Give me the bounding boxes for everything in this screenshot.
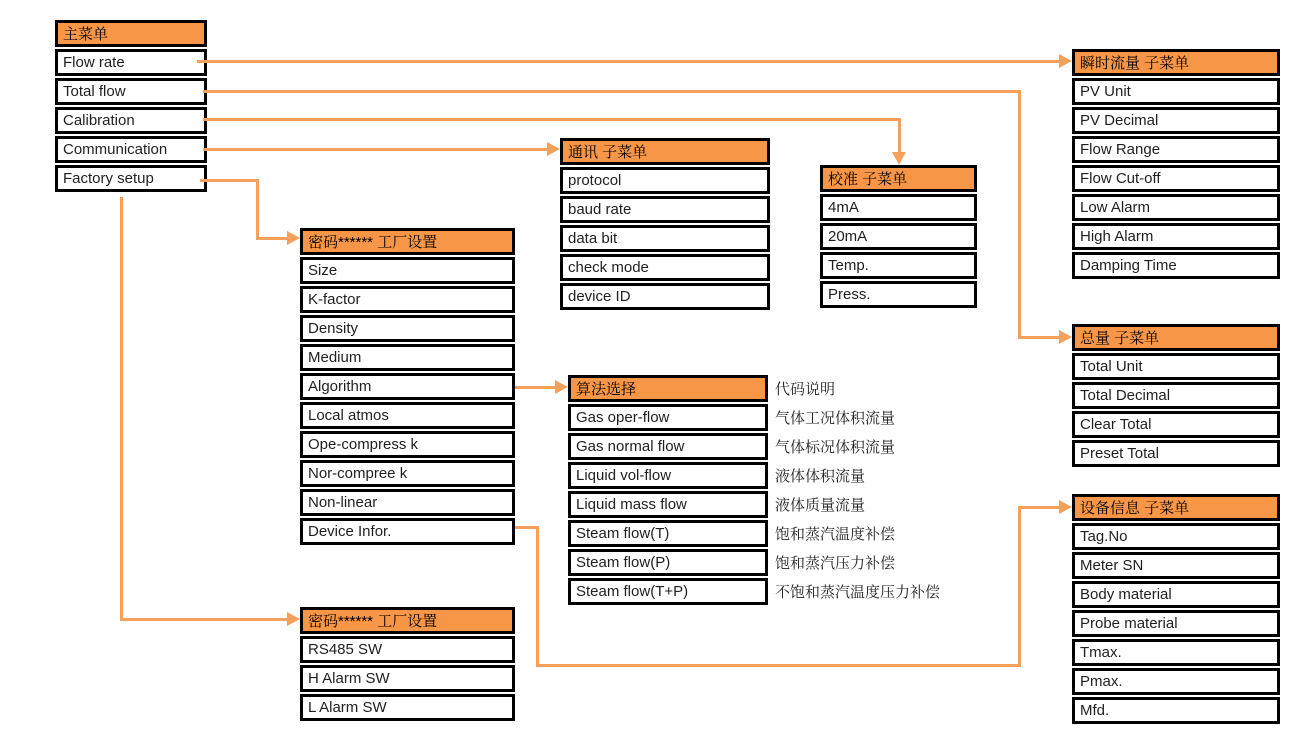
algorithm-desc-item: 气体工况体积流量 — [775, 410, 896, 427]
factory-setup2-item: L Alarm SW — [300, 694, 515, 721]
factory-setup2-header: 密码****** 工厂设置 — [300, 607, 515, 634]
instant-flow-submenu-item: Damping Time — [1072, 252, 1280, 279]
communication-submenu-item: baud rate — [560, 196, 770, 223]
factory-setup-item: Density — [300, 315, 515, 342]
connector-factory-setup-arrow-icon — [287, 231, 300, 245]
calibration-submenu-item: 20mA — [820, 223, 977, 250]
algorithm-desc-item: 不饱和蒸汽温度压力补偿 — [775, 584, 941, 601]
device-info-submenu-item: Tmax. — [1072, 639, 1280, 666]
factory-setup2-item: RS485 SW — [300, 636, 515, 663]
instant-flow-submenu-item: Flow Cut-off — [1072, 165, 1280, 192]
communication-submenu-item: check mode — [560, 254, 770, 281]
connector-total-flow-line-h1 — [203, 90, 1021, 93]
algorithm-selection-item: Steam flow(T) — [568, 520, 768, 547]
factory-setup-item: Ope-compress k — [300, 431, 515, 458]
instant-flow-submenu-item: PV Unit — [1072, 78, 1280, 105]
instant-flow-submenu-item: High Alarm — [1072, 223, 1280, 250]
connector-communication-arrow-icon — [547, 142, 560, 156]
connector-total-flow-line-h2 — [1018, 336, 1059, 339]
connector-factory-setup-line-h1 — [200, 179, 259, 182]
instant-flow-submenu-item: Low Alarm — [1072, 194, 1280, 221]
communication-submenu-header: 通讯 子菜单 — [560, 138, 770, 165]
connector-calibration-line-v — [898, 118, 901, 154]
main-menu-item: Factory setup — [55, 165, 207, 192]
device-info-submenu-rows — [1072, 523, 1280, 724]
factory-setup-item: Algorithm — [300, 373, 515, 400]
factory-setup-item: Size — [300, 257, 515, 284]
factory-setup-item: Medium — [300, 344, 515, 371]
connector-factory-setup-line-v — [256, 179, 259, 240]
calibration-submenu-item: Press. — [820, 281, 977, 308]
factory-setup-item: Non-linear — [300, 489, 515, 516]
connector-total-flow-arrow-icon — [1059, 330, 1072, 344]
connector-factory-setup2-line-h — [120, 618, 287, 621]
algorithm-desc-column — [775, 375, 940, 607]
main-menu-item: Flow rate — [55, 49, 207, 76]
algorithm-desc-item: 液体质量流量 — [775, 497, 866, 514]
algorithm-selection-item: Liquid mass flow — [568, 491, 768, 518]
total-flow-submenu-box — [1072, 324, 1280, 469]
calibration-submenu-rows — [820, 194, 977, 308]
factory-setup-item: K-factor — [300, 286, 515, 313]
instant-flow-submenu-box — [1072, 49, 1280, 281]
communication-submenu-item: data bit — [560, 225, 770, 252]
device-info-submenu-item: Tag.No — [1072, 523, 1280, 550]
connector-device-info-arrow-icon — [1059, 500, 1072, 514]
main-menu-header: 主菜单 — [55, 20, 207, 47]
connector-calibration-arrow-icon — [892, 152, 906, 165]
factory-setup2-rows — [300, 636, 515, 721]
factory-setup-item: Local atmos — [300, 402, 515, 429]
device-info-submenu-box — [1072, 494, 1280, 726]
device-info-submenu-header: 设备信息 子菜单 — [1072, 494, 1280, 521]
connector-algorithm-line — [515, 386, 555, 389]
device-info-submenu-item: Body material — [1072, 581, 1280, 608]
connector-factory-setup-line-h2 — [256, 237, 287, 240]
algorithm-selection-item: Steam flow(T+P) — [568, 578, 768, 605]
algorithm-selection-header: 算法选择 — [568, 375, 768, 402]
factory-setup-rows — [300, 257, 515, 545]
total-flow-submenu-item: Clear Total — [1072, 411, 1280, 438]
total-flow-submenu-item: Total Unit — [1072, 353, 1280, 380]
instant-flow-submenu-item: PV Decimal — [1072, 107, 1280, 134]
calibration-submenu-box — [820, 165, 977, 310]
connector-factory-setup2-arrow-icon — [287, 612, 300, 626]
calibration-submenu-item: 4mA — [820, 194, 977, 221]
instant-flow-submenu-item: Flow Range — [1072, 136, 1280, 163]
algorithm-desc-rows — [775, 404, 940, 605]
algorithm-desc-item: 饱和蒸汽压力补偿 — [775, 555, 896, 572]
device-info-submenu-item: Mfd. — [1072, 697, 1280, 724]
algorithm-selection-box — [568, 375, 768, 607]
algorithm-selection-item: Gas oper-flow — [568, 404, 768, 431]
communication-submenu-box — [560, 138, 770, 312]
algorithm-desc-item: 液体体积流量 — [775, 468, 866, 485]
factory-setup-box — [300, 228, 515, 547]
calibration-submenu-header: 校准 子菜单 — [820, 165, 977, 192]
algorithm-selection-item: Steam flow(P) — [568, 549, 768, 576]
factory-setup2-item: H Alarm SW — [300, 665, 515, 692]
total-flow-submenu-header: 总量 子菜单 — [1072, 324, 1280, 351]
instant-flow-submenu-header: 瞬时流量 子菜单 — [1072, 49, 1280, 76]
device-info-submenu-item: Meter SN — [1072, 552, 1280, 579]
algorithm-selection-rows — [568, 404, 768, 605]
algorithm-desc-title: 代码说明 — [775, 381, 836, 398]
total-flow-submenu-item: Total Decimal — [1072, 382, 1280, 409]
main-menu-item: Calibration — [55, 107, 207, 134]
factory-setup-header: 密码****** 工厂设置 — [300, 228, 515, 255]
connector-device-info-line-v1 — [536, 526, 539, 667]
connector-device-info-line-h2 — [536, 664, 1021, 667]
calibration-submenu-item: Temp. — [820, 252, 977, 279]
main-menu-rows — [55, 49, 207, 192]
main-menu-item: Total flow — [55, 78, 207, 105]
total-flow-submenu-item: Preset Total — [1072, 440, 1280, 467]
algorithm-selection-item: Gas normal flow — [568, 433, 768, 460]
connector-factory-setup2-line-v — [120, 197, 123, 621]
communication-submenu-rows — [560, 167, 770, 310]
device-info-submenu-item: Probe material — [1072, 610, 1280, 637]
factory-setup-item: Device Infor. — [300, 518, 515, 545]
algorithm-desc-item: 气体标况体积流量 — [775, 439, 896, 456]
communication-submenu-item: device ID — [560, 283, 770, 310]
connector-algorithm-arrow-icon — [555, 380, 568, 394]
connector-device-info-line-v2 — [1018, 506, 1021, 667]
device-info-submenu-item: Pmax. — [1072, 668, 1280, 695]
connector-device-info-line-h3 — [1018, 506, 1059, 509]
communication-submenu-item: protocol — [560, 167, 770, 194]
main-menu-item: Communication — [55, 136, 207, 163]
total-flow-submenu-rows — [1072, 353, 1280, 467]
connector-communication-line — [203, 148, 547, 151]
factory-setup-item: Nor-compree k — [300, 460, 515, 487]
connector-total-flow-line-v — [1018, 90, 1021, 339]
connector-calibration-line-h — [203, 118, 901, 121]
factory-setup2-box — [300, 607, 515, 723]
connector-flow-rate-arrow-icon — [1059, 54, 1072, 68]
algorithm-desc-item: 饱和蒸汽温度补偿 — [775, 526, 896, 543]
connector-flow-rate-line — [197, 60, 1059, 63]
instant-flow-submenu-rows — [1072, 78, 1280, 279]
algorithm-selection-item: Liquid vol-flow — [568, 462, 768, 489]
main-menu-box — [55, 20, 207, 194]
